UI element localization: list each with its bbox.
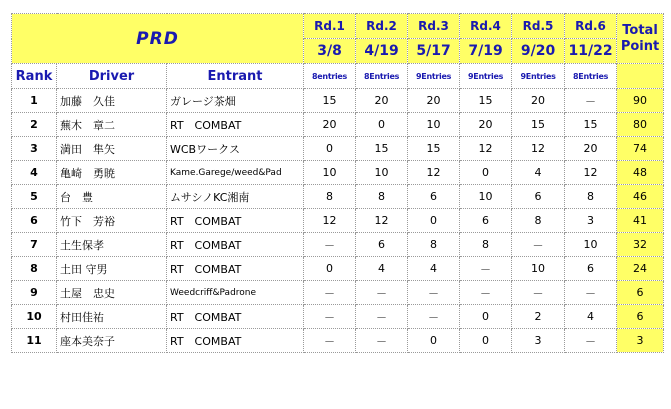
score-cell: 6 (460, 209, 512, 233)
round-name: Rd.5 (512, 14, 565, 39)
driver-header: Driver (57, 64, 167, 89)
total-cell: 90 (617, 89, 664, 113)
driver-cell: 満田 隼矢 (57, 137, 167, 161)
driver-cell: 竹下 芳裕 (57, 209, 167, 233)
score-cell: 0 (408, 329, 460, 353)
score-cell: 12 (460, 137, 512, 161)
score-cell: 15 (512, 113, 565, 137)
score-cell: － (304, 329, 356, 353)
round-date: 11/22 (565, 39, 617, 64)
driver-cell: 村田佳祐 (57, 305, 167, 329)
total-cell: 24 (617, 257, 664, 281)
total-label-2: Point (620, 38, 660, 54)
total-cell: 6 (617, 305, 664, 329)
score-cell: － (304, 233, 356, 257)
table-row (12, 185, 664, 209)
rank-cell: 10 (12, 305, 57, 329)
score-cell: － (512, 281, 565, 305)
score-cell: 20 (460, 113, 512, 137)
score-cell: － (304, 305, 356, 329)
driver-cell: 台 豊 (57, 185, 167, 209)
table-row (12, 329, 664, 353)
score-cell: 3 (512, 329, 565, 353)
rank-cell: 2 (12, 113, 57, 137)
score-cell: － (460, 257, 512, 281)
score-cell: 0 (460, 305, 512, 329)
total-cell: 6 (617, 281, 664, 305)
score-cell: 4 (408, 257, 460, 281)
score-cell: 10 (356, 161, 408, 185)
score-cell: 20 (356, 89, 408, 113)
round-date: 9/20 (512, 39, 565, 64)
entrant-cell: RT COMBAT (167, 329, 304, 353)
score-cell: － (356, 305, 408, 329)
round-name: Rd.1 (304, 14, 356, 39)
score-cell: 0 (356, 113, 408, 137)
entrant-cell: RT COMBAT (167, 305, 304, 329)
score-cell: － (408, 305, 460, 329)
column-header-row (12, 64, 664, 89)
score-cell: － (512, 233, 565, 257)
score-cell: 8 (512, 209, 565, 233)
round-name: Rd.4 (460, 14, 512, 39)
rank-cell: 6 (12, 209, 57, 233)
score-cell: 10 (304, 161, 356, 185)
total-header-blank (617, 64, 664, 89)
score-cell: 8 (460, 233, 512, 257)
entries-count: 8entries (304, 64, 356, 89)
score-cell: 2 (512, 305, 565, 329)
score-cell: 8 (408, 233, 460, 257)
score-cell: 15 (565, 113, 617, 137)
driver-cell: 蕪木 章二 (57, 113, 167, 137)
round-name: Rd.3 (408, 14, 460, 39)
score-cell: 0 (460, 161, 512, 185)
entrant-cell: Kame.Garege/weed&Pad (167, 161, 304, 185)
round-name: Rd.2 (356, 14, 408, 39)
rank-cell: 3 (12, 137, 57, 161)
score-cell: 4 (565, 305, 617, 329)
score-cell: － (565, 329, 617, 353)
score-cell: － (565, 281, 617, 305)
score-cell: － (565, 89, 617, 113)
score-cell: 6 (356, 233, 408, 257)
total-cell: 80 (617, 113, 664, 137)
table-row (12, 209, 664, 233)
round-name-row (12, 14, 664, 39)
total-point-header (617, 14, 664, 64)
score-cell: 12 (304, 209, 356, 233)
driver-cell: 座本美奈子 (57, 329, 167, 353)
rank-cell: 1 (12, 89, 57, 113)
round-date: 3/8 (304, 39, 356, 64)
entries-count: 9Entries (460, 64, 512, 89)
score-cell: 0 (408, 209, 460, 233)
score-cell: 10 (408, 113, 460, 137)
driver-cell: 土田 守男 (57, 257, 167, 281)
total-cell: 48 (617, 161, 664, 185)
round-date: 4/19 (356, 39, 408, 64)
table-row (12, 89, 664, 113)
total-cell: 74 (617, 137, 664, 161)
table-row (12, 113, 664, 137)
round-name: Rd.6 (565, 14, 617, 39)
page-title: PRD (12, 14, 304, 64)
table-row (12, 137, 664, 161)
score-cell: 8 (356, 185, 408, 209)
driver-cell: 土生保孝 (57, 233, 167, 257)
score-cell: 0 (460, 329, 512, 353)
entrant-cell: ムサシノKC湘南 (167, 185, 304, 209)
score-cell: 12 (356, 209, 408, 233)
score-cell: 6 (512, 185, 565, 209)
score-cell: 12 (512, 137, 565, 161)
rank-header: Rank (12, 64, 57, 89)
score-cell: 4 (512, 161, 565, 185)
score-cell: 20 (304, 113, 356, 137)
rank-cell: 8 (12, 257, 57, 281)
entries-count: 8Entries (565, 64, 617, 89)
score-cell: － (304, 281, 356, 305)
table-row (12, 305, 664, 329)
entrant-cell: RT COMBAT (167, 233, 304, 257)
total-cell: 46 (617, 185, 664, 209)
total-cell: 41 (617, 209, 664, 233)
table-row (12, 161, 664, 185)
total-cell: 3 (617, 329, 664, 353)
entries-count: 9Entries (512, 64, 565, 89)
score-cell: － (460, 281, 512, 305)
entrant-cell: RT COMBAT (167, 257, 304, 281)
rank-cell: 5 (12, 185, 57, 209)
score-cell: 10 (460, 185, 512, 209)
score-cell: 6 (565, 257, 617, 281)
score-cell: 15 (408, 137, 460, 161)
score-cell: 15 (460, 89, 512, 113)
table-row (12, 281, 664, 305)
score-cell: 12 (565, 161, 617, 185)
rank-cell: 4 (12, 161, 57, 185)
total-cell: 32 (617, 233, 664, 257)
score-cell: 10 (565, 233, 617, 257)
score-cell: 15 (356, 137, 408, 161)
score-cell: 8 (304, 185, 356, 209)
driver-cell: 亀崎 勇暁 (57, 161, 167, 185)
entries-count: 9Entries (408, 64, 460, 89)
score-cell: 15 (304, 89, 356, 113)
round-date: 5/17 (408, 39, 460, 64)
table-row (12, 233, 664, 257)
score-cell: 8 (565, 185, 617, 209)
round-date: 7/19 (460, 39, 512, 64)
score-cell: 3 (565, 209, 617, 233)
score-cell: 20 (565, 137, 617, 161)
standings-table (11, 13, 664, 353)
score-cell: 4 (356, 257, 408, 281)
score-cell: 10 (512, 257, 565, 281)
rank-cell: 9 (12, 281, 57, 305)
total-label-1: Total (622, 22, 658, 38)
table-row (12, 257, 664, 281)
entrant-cell: WCBワークス (167, 137, 304, 161)
entrant-cell: RT COMBAT (167, 209, 304, 233)
score-cell: 12 (408, 161, 460, 185)
entrant-cell: RT COMBAT (167, 113, 304, 137)
rank-cell: 11 (12, 329, 57, 353)
score-cell: 20 (512, 89, 565, 113)
entrant-header: Entrant (167, 64, 304, 89)
score-cell: 0 (304, 257, 356, 281)
score-cell: － (356, 281, 408, 305)
rank-cell: 7 (12, 233, 57, 257)
score-cell: － (356, 329, 408, 353)
entrant-cell: Weedcriff&Padrone (167, 281, 304, 305)
driver-cell: 加藤 久佳 (57, 89, 167, 113)
score-cell: － (408, 281, 460, 305)
entries-count: 8Entries (356, 64, 408, 89)
driver-cell: 土屋 忠史 (57, 281, 167, 305)
score-cell: 6 (408, 185, 460, 209)
score-cell: 0 (304, 137, 356, 161)
entrant-cell: ガレージ茶畑 (167, 89, 304, 113)
score-cell: 20 (408, 89, 460, 113)
